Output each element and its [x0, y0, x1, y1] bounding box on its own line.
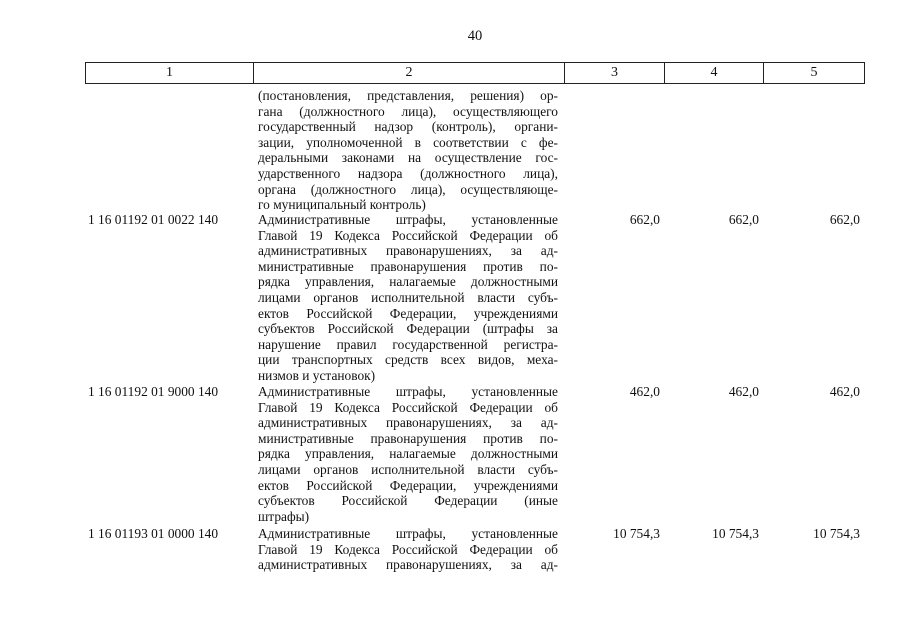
description-line: деральными законами на осуществление гос-	[258, 150, 558, 166]
column-header-5: 5	[810, 65, 818, 80]
value-col5: 462,0	[829, 384, 860, 399]
description-line: Административные штрафы, установленные	[258, 526, 558, 541]
table-row-code	[88, 212, 254, 228]
value-col4: 462,0	[728, 384, 759, 399]
description-line: лицами органов исполнительной власти субъ-	[258, 289, 558, 305]
description-line: ударственного надзора (должностного лица),	[258, 165, 558, 181]
description-line: административных правонарушениях, за ад-	[258, 243, 558, 259]
value-col3: 10 754,3	[613, 526, 660, 541]
description-line: го муниципальный контроль)	[258, 197, 426, 213]
page-number: 40	[467, 28, 483, 44]
table-row-description	[258, 526, 558, 573]
table-row-code	[88, 526, 254, 542]
description-line: рядка управления, налагаемые должностными	[258, 446, 558, 462]
description-line: Административные штрафы, установленные	[258, 384, 558, 399]
table-row-description	[258, 384, 558, 524]
value-col4: 662,0	[728, 212, 759, 227]
value-col3: 662,0	[629, 212, 660, 227]
description-line: министративные правонарушения против по-	[258, 258, 558, 274]
description-line: Административные штрафы, установленные	[258, 212, 558, 227]
description-line: субъектов Российской Федерации (иные	[258, 493, 558, 509]
description-line: ции транспортных средств всех видов, меха-	[258, 352, 558, 368]
column-header-4: 4	[665, 63, 764, 83]
description-line: министративные правонарушения против по-	[258, 430, 558, 446]
table-header-row	[85, 62, 865, 84]
column-header-3: 3	[565, 63, 665, 83]
description-line: нарушение правил государственной регистра-	[258, 336, 558, 352]
description-line: органа (должностного лица), осуществляюще-	[258, 181, 558, 197]
description-line: ектов Российской Федерации, учреждениями	[258, 305, 558, 321]
description-line: Главой 19 Кодекса Российской Федерации об	[258, 227, 558, 243]
description-line: ектов Российской Федерации, учреждениями	[258, 477, 558, 493]
value-col4: 10 754,3	[712, 526, 759, 541]
budget-code: 1 16 01192 01 9000 140	[88, 384, 219, 399]
continuation-description	[258, 88, 558, 213]
description-line: субъектов Российской Федерации (штрафы за	[258, 321, 558, 337]
description-line: (постановления, представления, решения) ор-	[258, 88, 558, 103]
column-header-1: 1	[86, 63, 254, 83]
value-col3: 462,0	[629, 384, 660, 399]
budget-code: 1 16 01193 01 0000 140	[88, 526, 219, 541]
description-line: рядка управления, налагаемые должностными	[258, 274, 558, 290]
description-line: административных правонарушениях, за ад-	[258, 557, 558, 573]
budget-code: 1 16 01192 01 0022 140	[88, 212, 219, 227]
description-line: зации, уполномоченной в соответствии с фе-	[258, 134, 558, 150]
description-line: штрафы)	[258, 508, 310, 524]
description-line: Главой 19 Кодекса Российской Федерации об	[258, 399, 558, 415]
description-line: гана (должностного лица), осуществляющего	[258, 103, 558, 119]
description-line: государственный надзор (контроль), органи-	[258, 119, 558, 135]
description-line: Главой 19 Кодекса Российской Федерации об	[258, 541, 558, 557]
table-row-description	[258, 212, 558, 384]
table-row-code	[88, 384, 254, 400]
value-col5: 662,0	[829, 212, 860, 227]
description-line: административных правонарушениях, за ад-	[258, 415, 558, 431]
value-col5: 10 754,3	[813, 526, 860, 541]
description-line: низмов и установок)	[258, 367, 376, 383]
description-line: лицами органов исполнительной власти субъ-	[258, 461, 558, 477]
column-header-2: 2	[254, 63, 565, 83]
